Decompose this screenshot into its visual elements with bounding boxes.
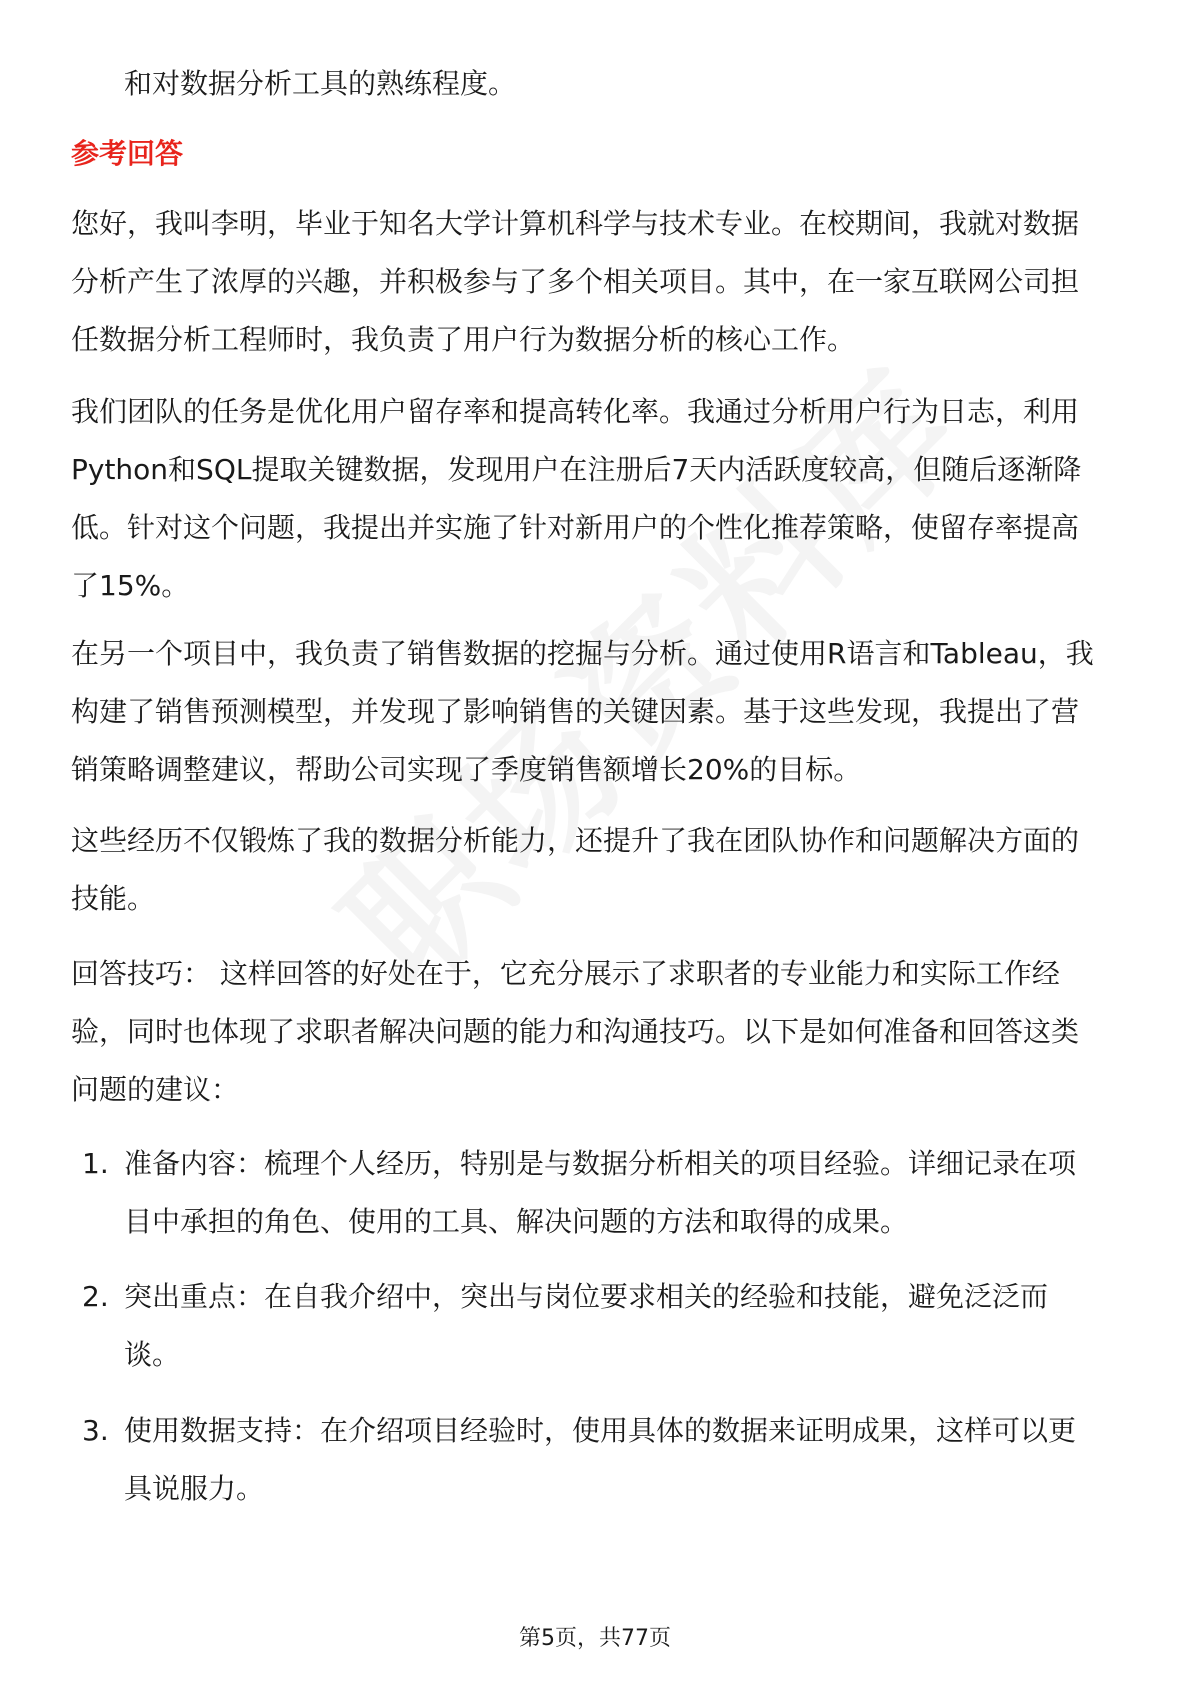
text-line: 构建了销售预测模型，并发现了影响销售的关键因素。基于这些发现，我提出了营	[71, 695, 1080, 728]
list-number: 2.	[82, 1280, 109, 1313]
section-heading	[71, 125, 1131, 183]
text-line: 准备内容：梳理个人经历，特别是与数据分析相关的项目经验。详细记录在项	[124, 1147, 1077, 1180]
text-line: 我们团队的任务是优化用户留存率和提高转化率。我通过分析用户行为日志，利用	[71, 395, 1080, 428]
paragraph-intro	[71, 195, 1131, 369]
list-number: 3.	[82, 1414, 109, 1447]
paragraph-sales	[71, 625, 1131, 799]
text-line: 和对数据分析工具的熟练程度。	[124, 67, 517, 100]
text-line: 了15%。	[71, 569, 190, 602]
text-line: 任数据分析工程师时，我负责了用户行为数据分析的核心工作。	[71, 323, 856, 356]
text-line: 具说服力。	[124, 1472, 265, 1505]
text-line: 验，同时也体现了求职者解决问题的能力和沟通技巧。以下是如何准备和回答这类	[71, 1015, 1080, 1048]
text-line: 销策略调整建议，帮助公司实现了季度销售额增长20%的目标。	[71, 753, 862, 786]
text-line: 分析产生了浓厚的兴趣，并积极参与了多个相关项目。其中，在一家互联网公司担	[71, 265, 1080, 298]
top-fragment	[124, 55, 1124, 113]
text-line: 目中承担的角色、使用的工具、解决问题的方法和取得的成果。	[124, 1205, 909, 1238]
list-item	[82, 1268, 1124, 1384]
paragraph-summary	[71, 812, 1131, 928]
text-line: 这些经历不仅锻炼了我的数据分析能力，还提升了我在团队协作和问题解决方面的	[71, 824, 1080, 857]
text-line: 回答技巧： 这样回答的好处在于，它充分展示了求职者的专业能力和实际工作经	[71, 957, 1060, 990]
list-number: 1.	[82, 1147, 109, 1180]
text-line: 您好，我叫李明，毕业于知名大学计算机科学与技术专业。在校期间，我就对数据	[71, 207, 1080, 240]
text-line: 使用数据支持：在介绍项目经验时，使用具体的数据来证明成果，这样可以更	[124, 1414, 1077, 1447]
text-line: 突出重点：在自我介绍中，突出与岗位要求相关的经验和技能，避免泛泛而	[124, 1280, 1049, 1313]
list-item	[82, 1135, 1124, 1251]
text-line: Python和SQL提取关键数据，发现用户在注册后7天内活跃度较高，但随后逐渐降	[71, 453, 1082, 486]
paragraph-retention	[71, 383, 1131, 615]
text-line: 低。针对这个问题，我提出并实施了针对新用户的个性化推荐策略，使留存率提高	[71, 511, 1080, 544]
list-item	[82, 1402, 1124, 1518]
text-line: 在另一个项目中，我负责了销售数据的挖掘与分析。通过使用R语言和Tableau，我	[71, 637, 1094, 670]
text-line: 谈。	[124, 1338, 181, 1371]
page-footer: 第5页，共77页	[519, 1626, 671, 1651]
paragraph-tips	[71, 945, 1131, 1119]
text-line: 技能。	[71, 882, 156, 915]
heading-text: 参考回答	[71, 137, 184, 170]
text-line: 问题的建议：	[71, 1073, 240, 1106]
